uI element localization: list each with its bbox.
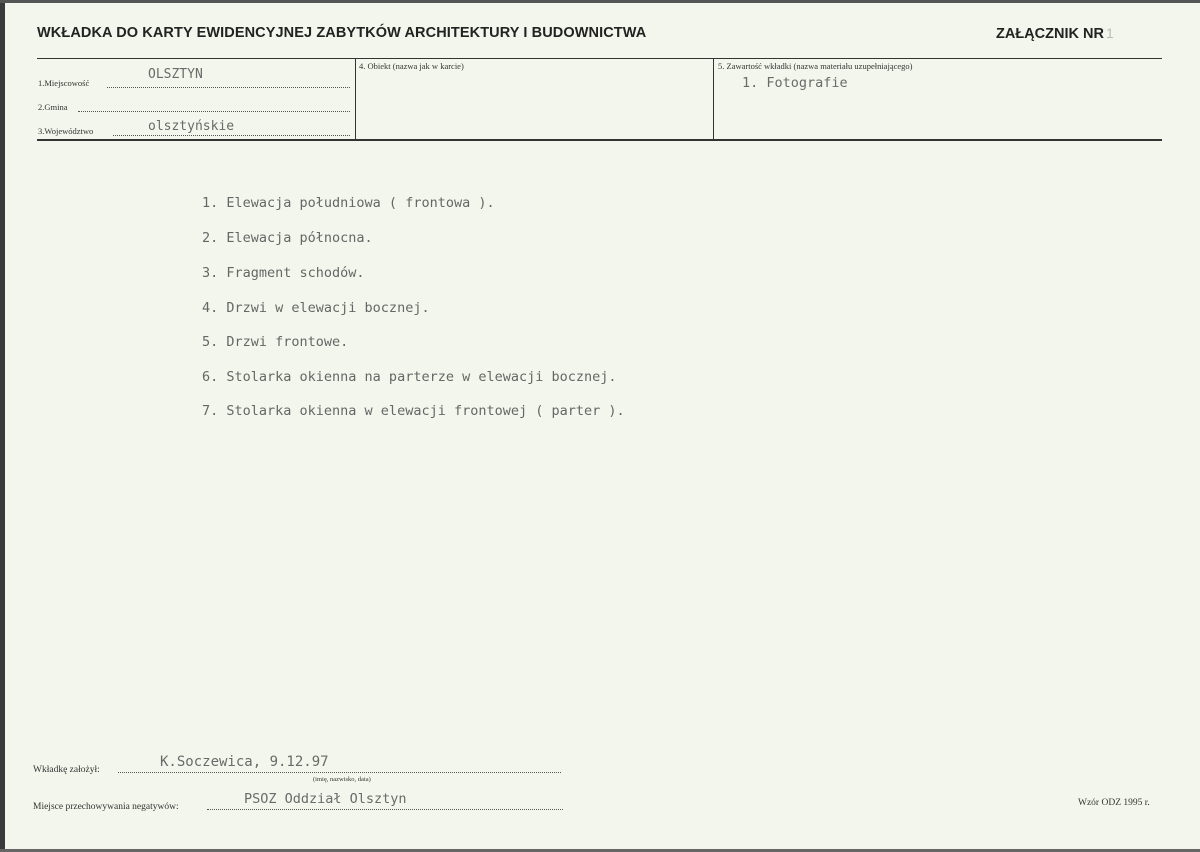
list-item: 7. Stolarka okienna w elewacji frontowej ( parter ). [202,403,625,419]
miejsce-value: PSOZ Oddział Olsztyn [244,791,407,807]
list-item: 3. Fragment schodów. [202,265,365,281]
attachment-label-text: ZAŁĄCZNIK NR [996,26,1104,42]
wojewodztwo-dotted-line [113,135,350,136]
wzor-label: Wzór ODZ 1995 r. [1078,798,1150,808]
zalozyl-value: K.Soczewica, 9.12.97 [160,754,329,770]
zalozyl-label: Wkładkę założył: [33,765,100,775]
form-title: WKŁADKA DO KARTY EWIDENCYJNEJ ZABYTKÓW ARCHITEKTURY I BUDOWNICTWA [37,25,647,41]
table-divider-2 [713,58,714,140]
list-item: 6. Stolarka okienna na parterze w elewacji bocznej. [202,369,617,385]
zawartosc-label: 5. Zawartość wkładki (nazwa materiału uzupełniającego) [718,61,913,71]
scan-edge-top [0,0,1200,3]
miejsce-label: Miejsce przechowywania negatywów: [33,802,179,812]
wojewodztwo-value: olsztyńskie [148,119,235,134]
miejscowosc-dotted-line [107,87,350,88]
gmina-label: 2.Gmina [38,102,68,112]
table-divider-1 [355,58,356,140]
list-item: 2. Elewacja północna. [202,230,373,246]
wojewodztwo-label: 3.Województwo [38,126,94,136]
list-item: 5. Drzwi frontowe. [202,334,349,350]
obiekt-label: 4. Obiekt (nazwa jak w karcie) [359,61,464,71]
list-item: 1. Elewacja południowa ( frontowa ). [202,195,495,211]
zawartosc-value: 1. Fotografie [742,75,848,91]
table-top-line [37,58,1162,59]
miejscowosc-value: OLSZTYN [148,67,203,82]
gmina-dotted-line [78,111,350,112]
attachment-number: 1 [1105,25,1114,41]
attachment-label [996,25,1114,42]
miejscowosc-label: 1.Miejscowość [38,78,90,88]
miejsce-dotted-line [207,809,563,810]
zalozyl-dotted-line [118,772,561,773]
scan-edge-left [0,0,5,852]
table-bottom-line [37,139,1162,141]
list-item: 4. Drzwi w elewacji bocznej. [202,300,430,316]
zalozyl-hint: (imię, nazwisko, data) [313,776,371,783]
